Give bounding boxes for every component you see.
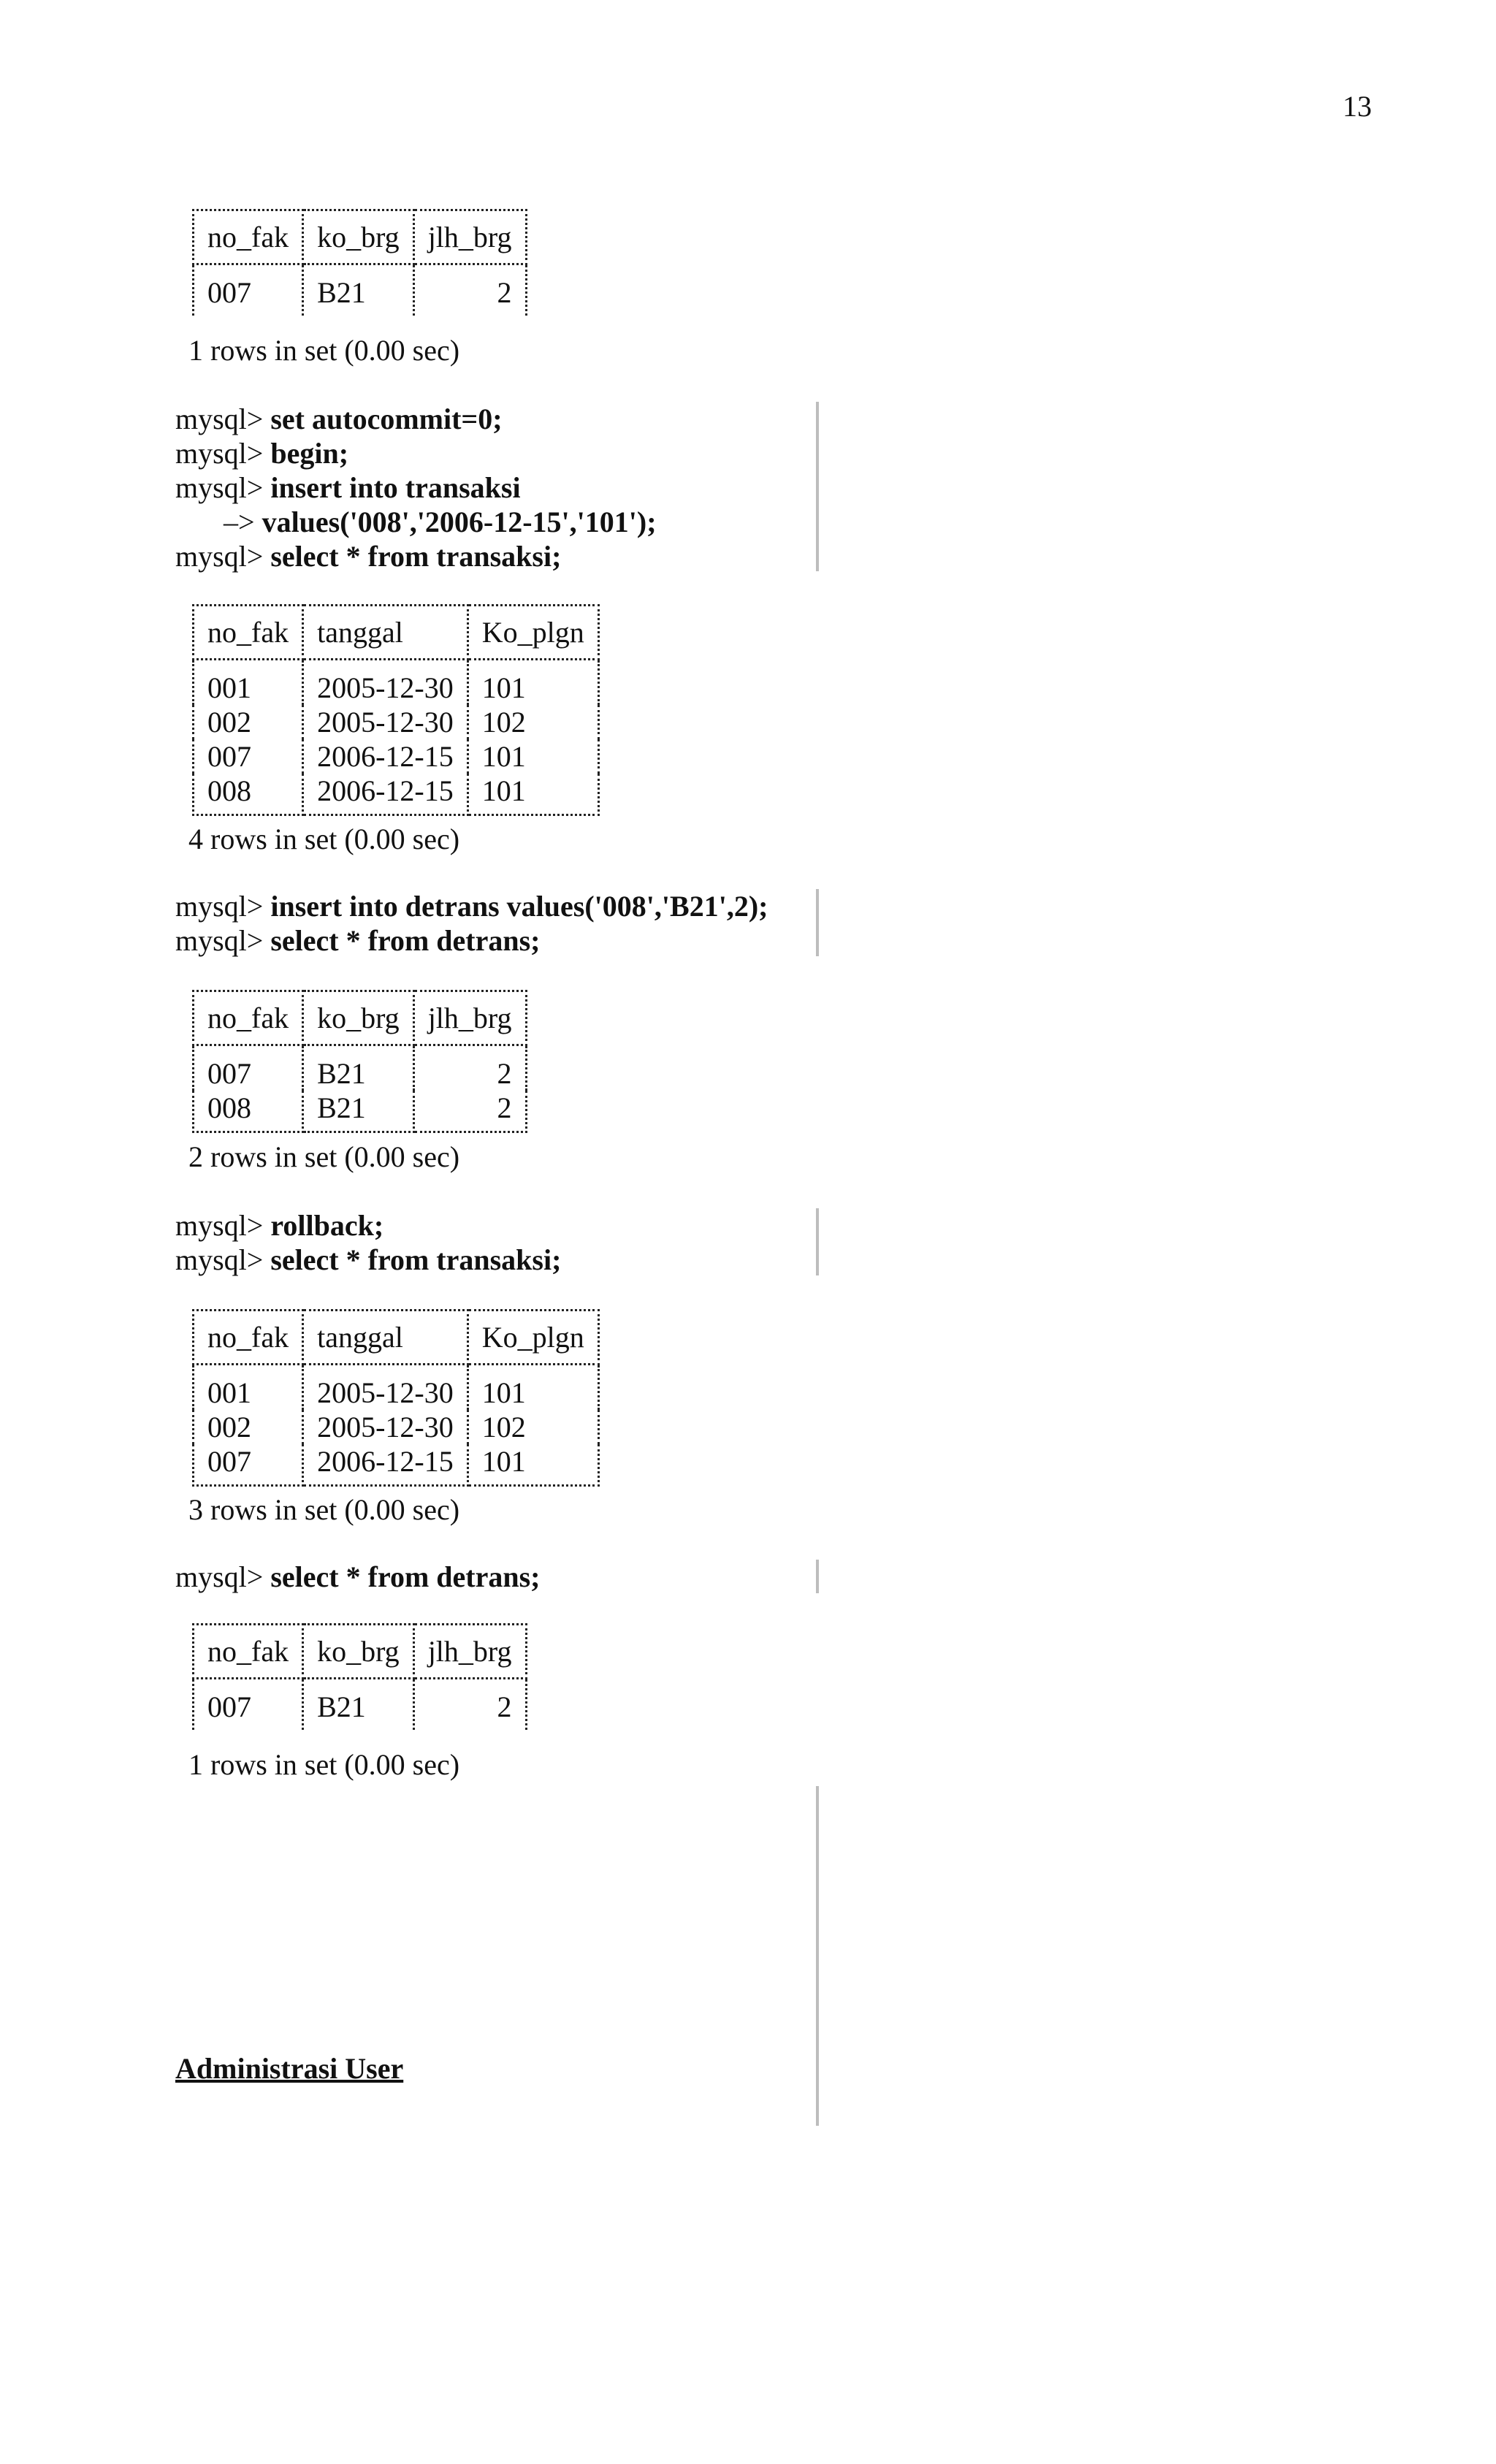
table-row (194, 739, 599, 774)
table-cell: 101 (468, 1365, 598, 1411)
command-block (175, 1208, 561, 1277)
table-cell: 2006-12-15 (303, 1444, 468, 1486)
table-cell: 002 (194, 1410, 303, 1444)
table-row (194, 774, 599, 815)
prompt: mysql> (175, 1243, 264, 1276)
table-cell: B21 (303, 1045, 414, 1091)
rows-count-text: 2 rows in set (0.00 sec) (188, 1140, 460, 1173)
column-header: tanggal (303, 606, 468, 660)
command-block (175, 402, 657, 573)
sql-command: values('008','2006-12-15','101'); (262, 506, 657, 538)
result-table-detrans (192, 990, 527, 1133)
table-cell: 101 (468, 660, 598, 706)
command-line (175, 436, 657, 470)
prompt: mysql> (175, 403, 264, 435)
change-bar (816, 402, 819, 571)
continuation-prompt: –> (224, 506, 255, 538)
table-header-row (194, 1311, 599, 1365)
table-cell: 101 (468, 1444, 598, 1486)
table-cell: 002 (194, 705, 303, 739)
table-row (194, 705, 599, 739)
table-cell: 2005-12-30 (303, 705, 468, 739)
column-header: no_fak (194, 1311, 303, 1365)
prompt: mysql> (175, 924, 264, 957)
column-header: Ko_plgn (468, 606, 598, 660)
command-line (175, 1560, 541, 1594)
table-cell: B21 (303, 1679, 414, 1731)
command-block (175, 1560, 541, 1594)
prompt: mysql> (175, 437, 264, 470)
table-cell: 101 (468, 739, 598, 774)
page-number: 13 (1343, 90, 1372, 123)
table-cell: 007 (194, 1045, 303, 1091)
table-cell: 2005-12-30 (303, 1410, 468, 1444)
column-header: jlh_brg (413, 991, 526, 1045)
change-bar (816, 889, 819, 956)
column-header: no_fak (194, 991, 303, 1045)
table-cell: B21 (303, 1091, 414, 1132)
change-bar (816, 1208, 819, 1275)
table-cell: B21 (303, 264, 414, 316)
table-row (194, 1679, 527, 1731)
table-cell: 2005-12-30 (303, 660, 468, 706)
column-header: no_fak (194, 210, 303, 264)
table-row (194, 660, 599, 706)
table-cell: 007 (194, 739, 303, 774)
column-header: ko_brg (303, 991, 414, 1045)
table-row (194, 1365, 599, 1411)
prompt: mysql> (175, 471, 264, 504)
command-line (175, 889, 768, 923)
table-cell: 102 (468, 705, 598, 739)
column-header: ko_brg (303, 210, 414, 264)
sql-command: select * from transaksi; (270, 1243, 562, 1276)
table-cell: 2006-12-15 (303, 739, 468, 774)
table-cell: 001 (194, 660, 303, 706)
sql-command: select * from detrans; (270, 1560, 541, 1593)
table-cell: 007 (194, 1444, 303, 1486)
column-header: tanggal (303, 1311, 468, 1365)
sql-command: rollback; (270, 1209, 384, 1242)
result-table-transaksi (192, 1309, 600, 1487)
command-block (175, 889, 768, 958)
column-header: jlh_brg (413, 1625, 526, 1679)
sql-command: insert into transaksi (270, 471, 521, 504)
sql-command: select * from transaksi; (270, 540, 562, 573)
rows-count-text: 4 rows in set (0.00 sec) (188, 823, 460, 855)
sql-command: select * from detrans; (270, 924, 541, 957)
result-table-detrans (192, 209, 527, 316)
table-row (194, 1410, 599, 1444)
column-header: Ko_plgn (468, 1311, 598, 1365)
sql-command: begin; (270, 437, 349, 470)
command-line (175, 402, 657, 436)
sql-command: set autocommit=0; (270, 403, 503, 435)
table-cell: 001 (194, 1365, 303, 1411)
command-line (175, 539, 657, 573)
table-cell: 2 (413, 1045, 526, 1091)
table-header-row (194, 606, 599, 660)
command-line (175, 1243, 561, 1277)
sql-command: insert into detrans values('008','B21',2); (270, 890, 768, 923)
change-bar (816, 1786, 819, 2126)
prompt: mysql> (175, 1560, 264, 1593)
column-header: jlh_brg (413, 210, 526, 264)
table-cell: 008 (194, 1091, 303, 1132)
table-cell: 2006-12-15 (303, 774, 468, 815)
table-cell: 2005-12-30 (303, 1365, 468, 1411)
table-cell: 007 (194, 264, 303, 316)
column-header: ko_brg (303, 1625, 414, 1679)
rows-count-text: 1 rows in set (0.00 sec) (188, 1748, 460, 1781)
table-row (194, 1045, 527, 1091)
column-header: no_fak (194, 606, 303, 660)
section-heading: Administrasi User (175, 2052, 404, 2085)
prompt: mysql> (175, 1209, 264, 1242)
table-cell: 2 (413, 1679, 526, 1731)
table-header-row (194, 991, 527, 1045)
command-line (175, 470, 657, 505)
command-line (175, 1208, 561, 1243)
rows-count-text: 1 rows in set (0.00 sec) (188, 334, 460, 367)
result-table-transaksi (192, 604, 600, 816)
table-cell: 2 (413, 1091, 526, 1132)
prompt: mysql> (175, 540, 264, 573)
command-line (175, 505, 657, 539)
prompt: mysql> (175, 890, 264, 923)
table-header-row (194, 210, 527, 264)
command-line (175, 923, 768, 958)
table-header-row (194, 1625, 527, 1679)
result-table-detrans (192, 1623, 527, 1730)
rows-count-text: 3 rows in set (0.00 sec) (188, 1493, 460, 1526)
table-row (194, 1091, 527, 1132)
table-row (194, 264, 527, 316)
table-cell: 2 (413, 264, 526, 316)
column-header: no_fak (194, 1625, 303, 1679)
table-cell: 101 (468, 774, 598, 815)
table-cell: 007 (194, 1679, 303, 1731)
table-row (194, 1444, 599, 1486)
change-bar (816, 1560, 819, 1593)
table-cell: 008 (194, 774, 303, 815)
table-cell: 102 (468, 1410, 598, 1444)
